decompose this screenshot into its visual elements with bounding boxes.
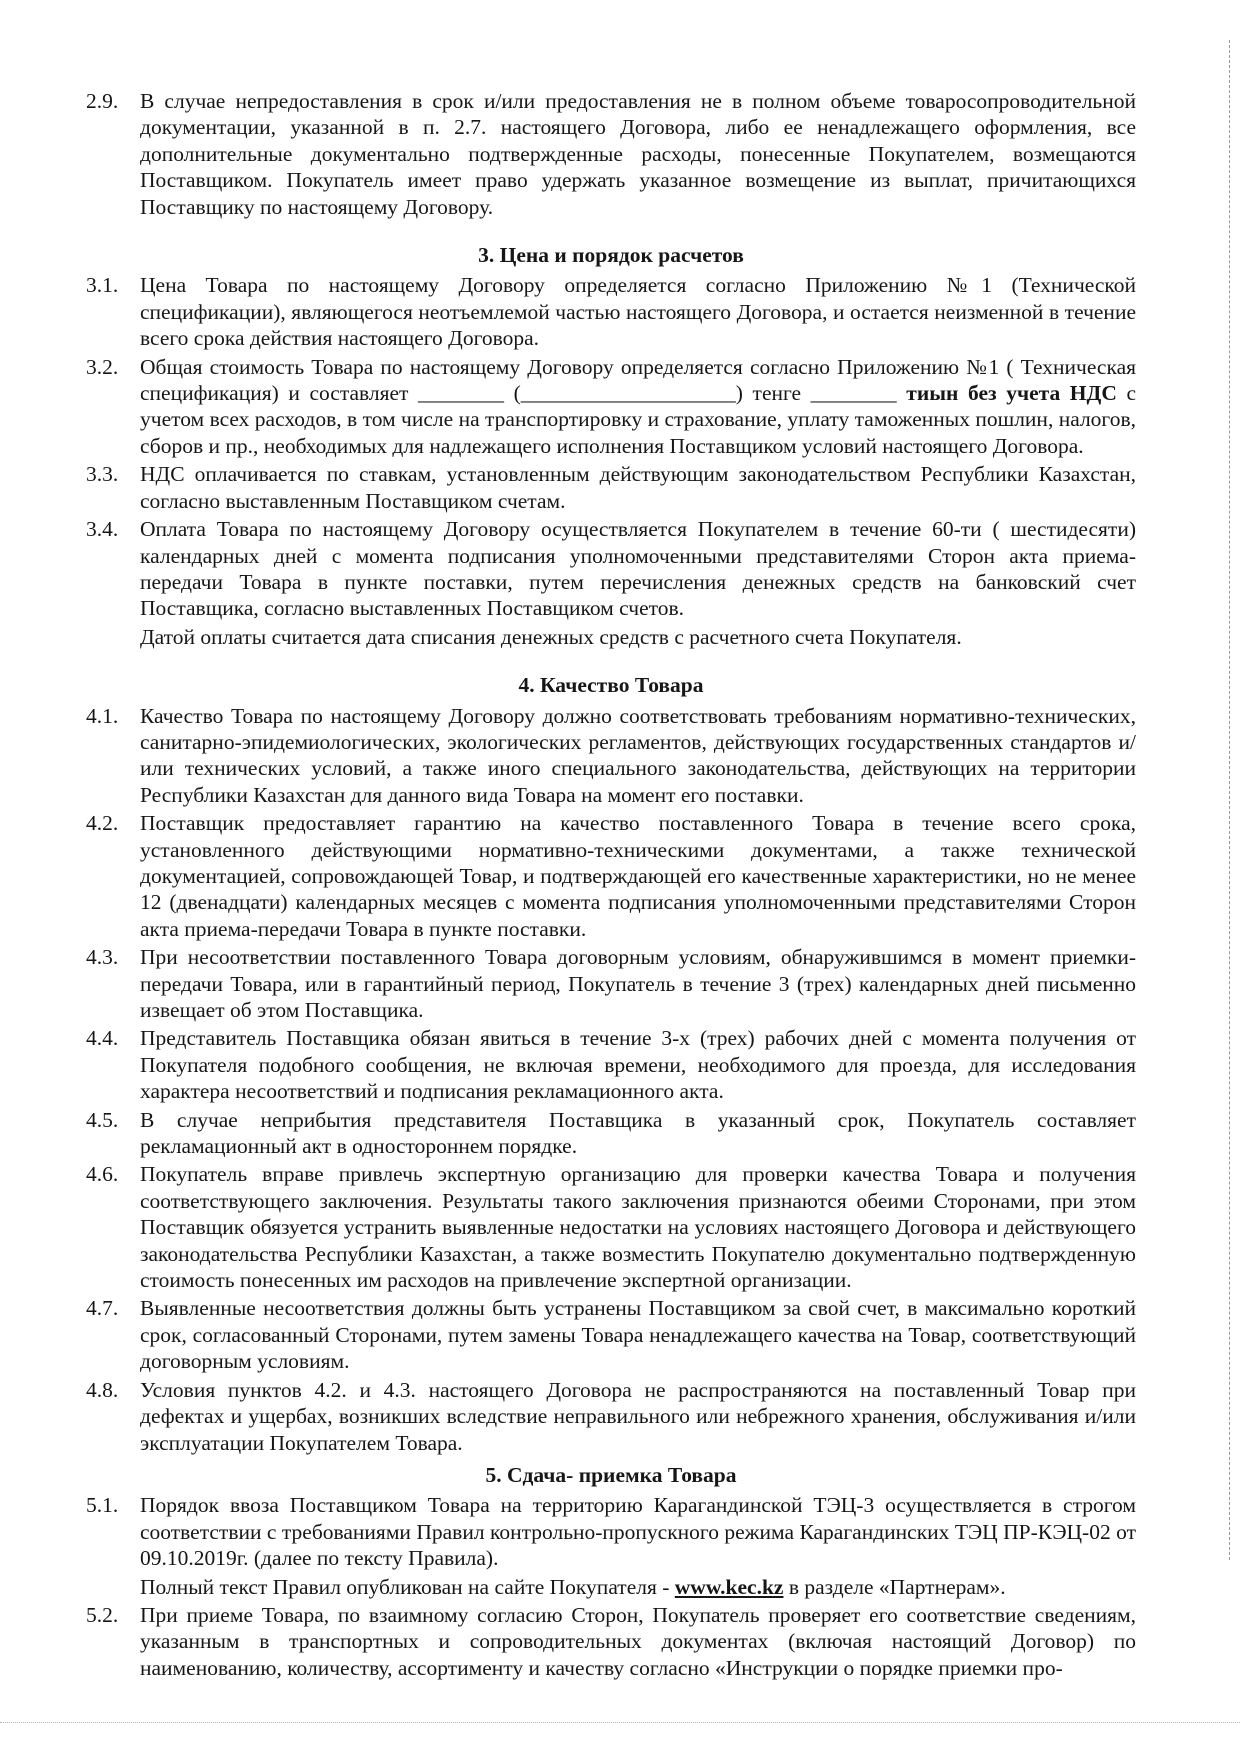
- clause-4-7: [86, 1295, 1136, 1374]
- clause-number: 4.1.: [86, 703, 119, 728]
- clause-number: 3.2.: [86, 354, 119, 379]
- clause-text: Представитель Поставщика обязан явиться в течение 3-х (трех) рабочих дней с момента получения от Покупателя подобного сообщения, не включая времени, необходимого для проезда, для исследования характера несоответствий и подписания рекламационного акта.: [140, 1026, 1136, 1104]
- clause-number: 4.8.: [86, 1377, 119, 1402]
- clause-number: 5.2.: [86, 1602, 119, 1627]
- clause-number: 3.4.: [86, 517, 119, 542]
- clause-text: Оплата Товара по настоящему Договору осуществляется Покупателем в течение 60-ти ( шестидесяти) календарных дней с момента подписания уполномоченными представителями Сторон акта приема-передачи Товара в пункте поставки, путем перечисления денежных средств на банковский счет Поставщика, согласно выставленных Поставщиком счетов.: [140, 517, 1136, 621]
- clause-text: Покупатель вправе привлечь экспертную организацию для проверки качества Товара и получения соответствующего заключения. Результаты такого заключения признаются обеими Сторонами, при этом Поставщик обязуется устранить выявленные недостатки на условиях настоящего Договора и действующего законодательства Республики Казахстан, а также возместить Покупателю документально подтвержденную стоимость понесенных им расходов на привлечение экспертной организации.: [140, 1162, 1136, 1293]
- clause-text-part: с учетом всех расходов, в том числе на транспортировку и страхование, уплату таможенных пошлин, налогов, сборов и пр., необходимых для надлежащего исполнения Поставщиком условий настоящего Договора.: [140, 381, 1136, 458]
- clause-number: 4.3.: [86, 945, 119, 970]
- clause-4-6: [86, 1161, 1136, 1293]
- clause-text: В случае неприбытия представителя Поставщика в указанный срок, Покупатель составляет рекламационный акт в одностороннем порядке.: [140, 1107, 1136, 1159]
- clause-3-2: [86, 354, 1136, 460]
- clause-number: 5.1.: [86, 1493, 119, 1518]
- website-link[interactable]: www.kec.kz: [674, 1574, 784, 1599]
- clause-4-1: [86, 703, 1136, 809]
- clause-3-1: [86, 272, 1136, 351]
- clause-text: Выявленные несоответствия должны быть устранены Поставщиком за свой счет, в максимально короткий срок, согласованный Сторонами, путем замены Товара ненадлежащего качества на Товар, соответствующий договорным условиям.: [140, 1296, 1136, 1374]
- clause-text: Порядок ввоза Поставщиком Товара на территорию Карагандинской ТЭЦ-3 осуществляется в строгом соответствии с требованиями Правил контрольно-пропускного режима Карагандинских ТЭЦ ПР-КЭЦ-02 от 09.10.2019г. (далее по тексту Правила).: [140, 1493, 1136, 1571]
- clause-4-5: [86, 1107, 1136, 1160]
- clause-number: 2.9.: [86, 89, 119, 113]
- clause-5-1: [86, 1492, 1136, 1571]
- clause-text: При приеме Товара, по взаимному согласию Сторон, Покупатель проверяет его соответствие сведениям, указанным в транспортных и сопроводительных документах (включая настоящий Договор) по наименованию, количеству, ассортименту и качеству согласно «Инструкции о порядке приемки про-: [140, 1602, 1136, 1680]
- clause-text: Цена Товара по настоящему Договору определяется согласно Приложению №1 (Технической спецификации), являющегося неотъемлемой частью настоящего Договора, и остается неизменной в течение всего срока действия настоящего Договора.: [140, 273, 1136, 351]
- clause-text: Условия пунктов 4.2. и 4.3. настоящего Договора не распространяются на поставленный Товар при дефектах и ущербах, возникших вследствие неправильного или небрежного хранения, обслуживания и/или эксплуатации Покупателем Товара.: [140, 1377, 1136, 1455]
- clause-text: При несоответствии поставленного Товара договорным условиям, обнаружившимся в момент приемки-передачи Товара, или в гарантийный период, Покупатель в течение 3 (трех) календарных дней письменно извещает об этом Поставщика.: [140, 945, 1136, 1022]
- clause-number: 4.2.: [86, 811, 119, 836]
- clause-number: 4.6.: [86, 1162, 119, 1187]
- rules-note-text: Полный текст Правил опубликован на сайте Покупателя -: [140, 1574, 675, 1599]
- section-5-title: 5. Сдача- приемка Товара: [485, 1462, 737, 1487]
- clause-2-9: [86, 88, 1136, 220]
- clause-number: 4.4.: [86, 1026, 119, 1051]
- clause-text: Поставщик предоставляет гарантию на качество поставленного Товара в течение всего срока, установленного действующими нормативно-техническими документами, а также технической документацией, сопровождающей Товар, и подтверждающей его качественные характеристики, но не менее 12 (двенадцати) календарных месяцев с момента подписания уполномоченными представителями Сторон акта приема-передачи Товара в пункте поставки.: [140, 811, 1136, 941]
- clause-number: 4.7.: [86, 1296, 119, 1321]
- clause-4-8: [86, 1377, 1136, 1456]
- section-4-title: 4. Качество Товара: [518, 673, 704, 698]
- clause-number: 4.5.: [86, 1107, 119, 1132]
- clause-text-bold: тиын без учета НДС: [906, 381, 1117, 406]
- clause-number: 3.1.: [86, 273, 119, 298]
- clause-text: НДС оплачивается по ставкам, установленным действующим законодательством Республики Казахстан, согласно выставленным Поставщиком счетам.: [140, 462, 1136, 513]
- clause-5-2: [86, 1602, 1136, 1681]
- clause-text: [140, 354, 1136, 460]
- section-3-title: 3. Цена и порядок расчетов: [478, 243, 744, 268]
- clause-text: Качество Товара по настоящему Договору должно соответствовать требованиям нормативно-технических, санитарно-эпидемиологических, экологических регламентов, действующих государственных стандартов и/или технических условий, а также иного специального законодательства, действующих на территории Республики Казахстан для данного вида Товара на момент его поставки.: [140, 703, 1136, 807]
- document-body: [86, 88, 1136, 1683]
- rules-note: [86, 1574, 1136, 1600]
- rules-note-text: в разделе «Партнерам».: [783, 1574, 1006, 1599]
- clause-4-4: [86, 1025, 1136, 1104]
- clause-4-2: [86, 810, 1136, 942]
- clause-3-4: [86, 516, 1136, 622]
- payment-date-note: Датой оплаты считается дата списания денежных средств с расчетного счета Покупателя.: [140, 624, 962, 649]
- clause-text-part: Общая стоимость Товара по настоящему Договору определяется согласно Приложению №1 ( Техническая спецификация) и составляет ________ (____________________) тенге ________: [140, 354, 1136, 406]
- clause-text: В случае непредоставления в срок и/или предоставления не в полном объеме товаросопроводительной документации, указанной в п. 2.7. настоящего Договора, либо ее ненадлежащего оформления, все дополнительные документально подтвержденные расходы, понесенные Покупателем, возмещаются Поставщиком. Покупатель имеет право удержать указанное возмещение из выплат, причитающихся Поставщику по настоящему Договору.: [140, 89, 1136, 219]
- scan-edge-marks: [1227, 40, 1230, 1560]
- clause-3-3: [86, 461, 1136, 514]
- clause-4-3: [86, 944, 1136, 1023]
- clause-number: 3.3.: [86, 462, 119, 487]
- scan-footer-marks: [0, 1722, 1240, 1724]
